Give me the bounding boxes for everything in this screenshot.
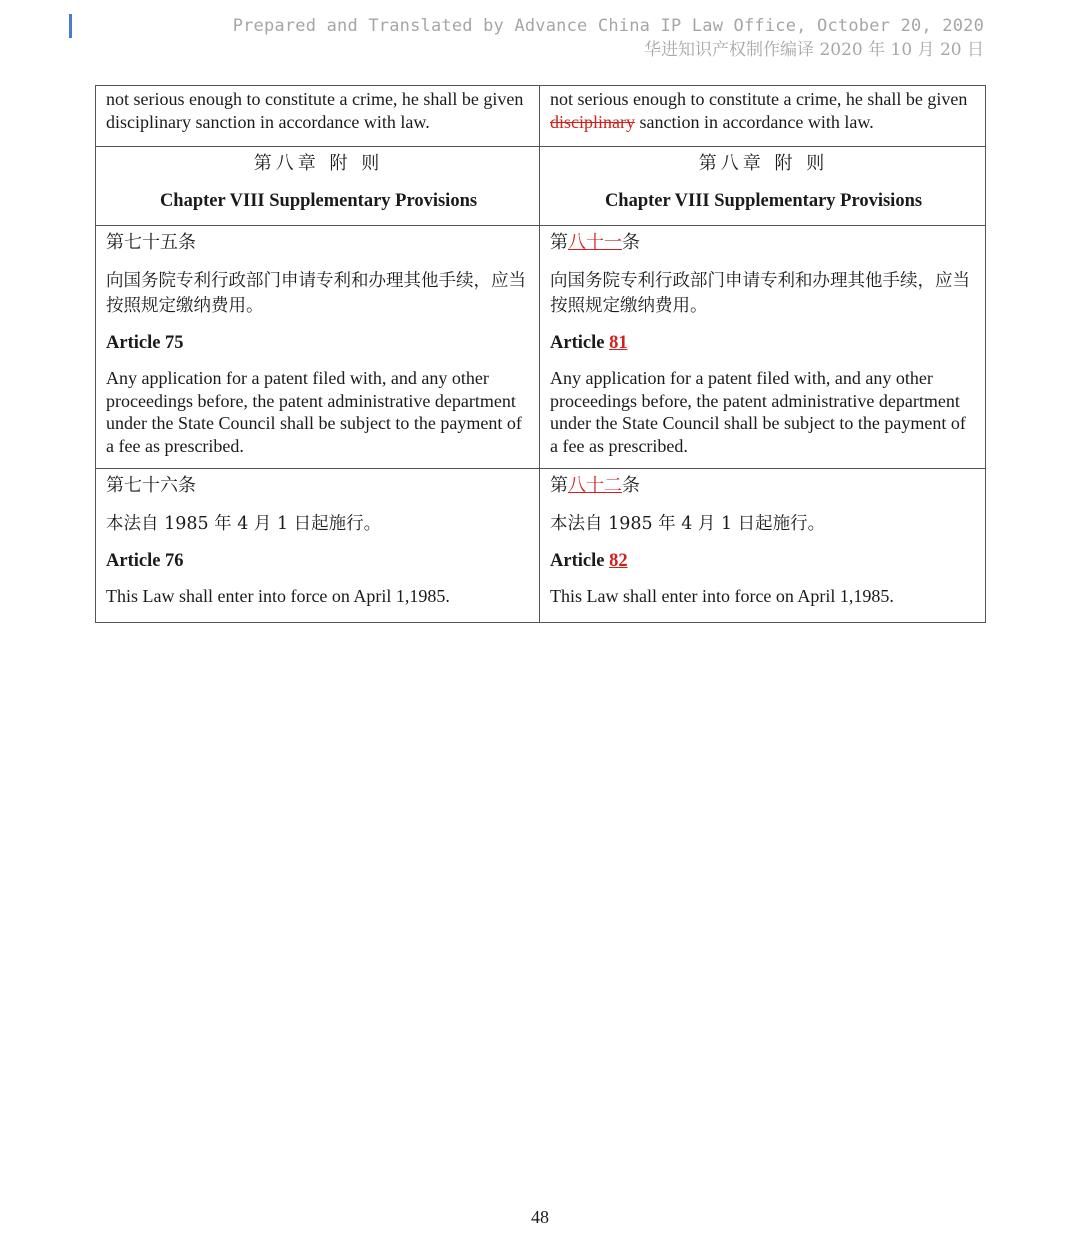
table-row-article-75 xyxy=(96,226,986,469)
chapter-title-en-right: Chapter VIII Supplementary Provisions xyxy=(604,191,923,211)
header-text-en: Prepared and Translated by Advance China IP Law Office, October 20, 2020 xyxy=(232,16,984,36)
chapter-title-en-left: Chapter VIII Supplementary Provisions xyxy=(159,191,478,211)
number-suffix: 条 xyxy=(622,232,640,253)
title-prefix: Article xyxy=(550,551,610,571)
cell-continuation-left xyxy=(96,86,540,147)
deleted-word: disciplinary xyxy=(550,111,635,132)
article-text-en: Any application for a patent filed with, and any other proceedings before, the patent administrative department under the State Council shall be subject to the payment of a fee as prescribed. xyxy=(106,368,522,456)
chapter-title-zh-left: 第八章 附 则 xyxy=(253,153,384,174)
title-prefix: Article xyxy=(550,333,610,353)
cell-chapter-right xyxy=(540,147,986,226)
cell-article-75-right xyxy=(540,226,986,469)
article-title-en: Article 76 xyxy=(106,551,184,571)
number-prefix: 第 xyxy=(550,475,568,496)
page-header xyxy=(233,14,984,62)
inserted-number-zh: 八十一 xyxy=(568,232,622,253)
article-number-zh: 第七十六条 xyxy=(106,475,196,496)
article-text-zh: 向国务院专利行政部门申请专利和办理其他手续，应当按照规定缴纳费用。 xyxy=(106,271,526,316)
header-text-zh: 华进知识产权制作编译 2020 年 10 月 20 日 xyxy=(644,40,984,60)
article-text-en-revised: This Law shall enter into force on April 1,1985. xyxy=(550,586,894,606)
article-text-zh: 本法自 1985 年 4 月 1 日起施行。 xyxy=(106,514,382,534)
table-row-continuation xyxy=(96,86,986,147)
chapter-title-zh-right: 第八章 附 则 xyxy=(698,153,829,174)
article-title-en: Article 75 xyxy=(106,333,184,353)
inserted-article-number: 81 xyxy=(609,333,628,353)
article-number-zh-revised xyxy=(550,475,977,497)
number-suffix: 条 xyxy=(622,475,640,496)
table-row-chapter xyxy=(96,147,986,226)
article-text-zh-revised: 向国务院专利行政部门申请专利和办理其他手续，应当按照规定缴纳费用。 xyxy=(550,271,970,316)
continuation-text-right-before: not serious enough to constitute a crime, he shall be given xyxy=(550,89,968,109)
cell-article-76-left xyxy=(96,469,540,623)
number-prefix: 第 xyxy=(550,232,568,253)
article-text-en-revised: Any application for a patent filed with, and any other proceedings before, the patent administrative department under the State Council shall be subject to the payment of a fee as prescribed. xyxy=(550,368,966,456)
cell-article-76-right xyxy=(540,469,986,623)
article-number-zh-revised xyxy=(550,232,977,254)
inserted-number-zh: 八十二 xyxy=(568,475,622,496)
article-title-en-revised xyxy=(550,550,977,572)
page-number: 48 xyxy=(531,1207,549,1227)
cell-chapter-left xyxy=(96,147,540,226)
article-number-zh: 第七十五条 xyxy=(106,232,196,253)
cell-article-75-left xyxy=(96,226,540,469)
continuation-text-right-after: sanction in accordance with law. xyxy=(634,111,874,132)
table-row-article-76 xyxy=(96,469,986,623)
inserted-article-number: 82 xyxy=(609,551,628,571)
comparison-table xyxy=(95,85,986,623)
accent-bar xyxy=(69,14,72,38)
cell-continuation-right xyxy=(540,86,986,147)
article-title-en-revised xyxy=(550,332,977,354)
continuation-text-left: not serious enough to constitute a crime, he shall be given disciplinary sanction in accordance with law. xyxy=(106,89,524,132)
article-text-en: This Law shall enter into force on April 1,1985. xyxy=(106,586,450,606)
article-text-zh-revised: 本法自 1985 年 4 月 1 日起施行。 xyxy=(550,514,826,534)
